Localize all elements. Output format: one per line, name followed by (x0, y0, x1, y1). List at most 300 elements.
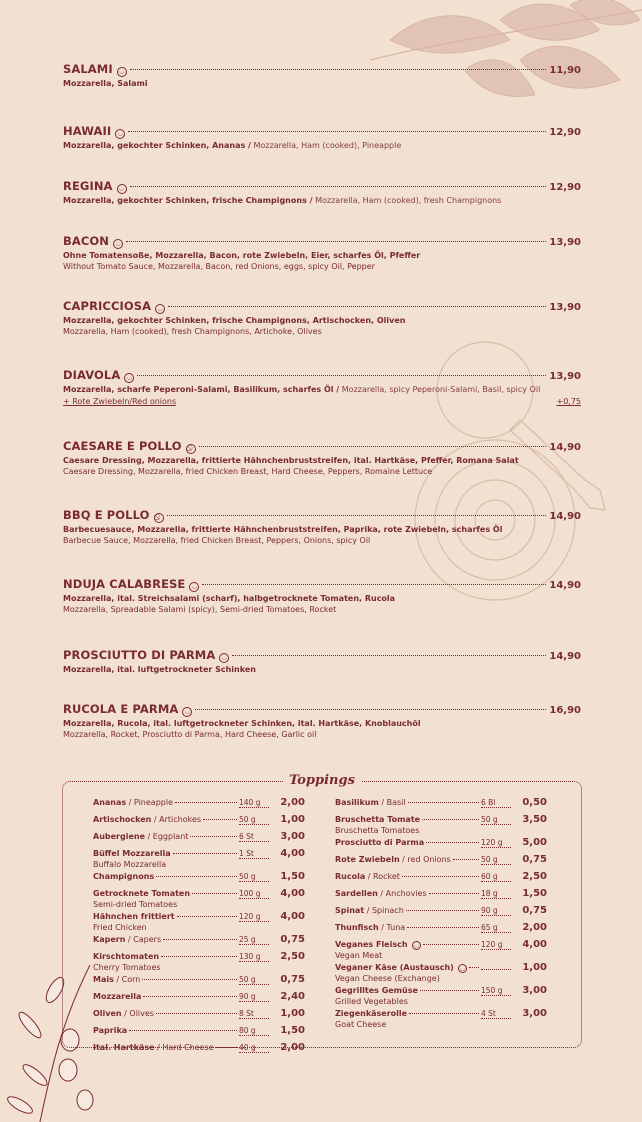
menu-item-description (63, 524, 581, 535)
topping-price: 0,75 (522, 905, 547, 916)
topping-row (93, 797, 305, 809)
topping-name-german: Oliven (93, 1009, 122, 1018)
topping-row (335, 837, 547, 849)
topping-name (93, 992, 141, 1001)
topping-price: 4,00 (522, 939, 547, 950)
topping-price: 1,00 (280, 1008, 305, 1019)
smile-icon: ◡ (115, 129, 125, 139)
topping-quantity: 25 g (239, 935, 269, 945)
topping-price: 2,00 (280, 797, 305, 808)
description-german: Mozzarella, scharfe Peperoni-Salami, Basilikum, scharfes Öl / (63, 385, 340, 394)
menu-item-name: BBQ E POLLO (63, 508, 150, 522)
topping-line (335, 854, 547, 866)
topping-name-german: Veganer Käse (Austausch) (335, 963, 454, 972)
topping-quantity: 140 g (239, 798, 269, 808)
menu-item-name: NDUJA CALABRESE (63, 577, 186, 591)
topping-name (93, 872, 154, 881)
description-german: Mozzarella, Salami (63, 79, 148, 88)
description-english: Barbecue Sauce, Mozzarella, fried Chicken Breast, Peppers, Onions, spicy Oil (63, 536, 371, 545)
topping-name-german: Getrocknete Tomaten (93, 889, 191, 898)
topping-translation: Grilled Vegetables (335, 997, 408, 1006)
menu-item-header (63, 179, 581, 195)
topping-price: 4,00 (280, 911, 305, 922)
topping-name-english: red Onions (407, 855, 451, 864)
extra-option-price: +0,75 (556, 397, 581, 406)
description-german: Barbecuesauce, Mozzarella, frittierte Hähnchenbruststreifen, Paprika, rote Zwiebeln, scharfes Öl (63, 525, 503, 534)
dotted-leader (429, 893, 479, 894)
description-german: Mozzarella, gekochter Schinken, frische Champignons / (63, 196, 313, 205)
topping-quantity: 130 g (239, 952, 269, 962)
description-german: Mozzarella, gekochter Schinken, Ananas / (63, 141, 251, 150)
topping-name: Thunfisch / Tuna (335, 923, 406, 932)
topping-line (93, 911, 305, 923)
topping-quantity: 6 Bl (481, 798, 511, 808)
topping-row (93, 974, 305, 986)
topping-name: Oliven / Olives (93, 1009, 154, 1018)
topping-name: Sardellen / Anchovies (335, 889, 427, 898)
dotted-leader (402, 876, 479, 877)
topping-row (93, 1008, 305, 1020)
dotted-leader (202, 584, 546, 585)
menu-item-price: 13,90 (549, 371, 581, 382)
dotted-leader (469, 967, 479, 968)
menu-item-price: 14,90 (549, 442, 581, 453)
topping-translation: Vegan Meat (335, 951, 383, 960)
topping-name-german: Mozzarella (93, 992, 142, 1001)
description-english: Caesare Dressing, Mozzarella, fried Chicken Breast, Hard Cheese, Peppers, Romaine Lettuce (63, 467, 433, 476)
topping-name: Spinat / Spinach (335, 906, 404, 915)
topping-name-german: Büffel Mozzarella (93, 849, 171, 858)
description-english: Mozzarella, Rocket, Prosciutto di Parma, Hard Cheese, Garlic oil (63, 730, 317, 739)
menu-item (63, 179, 581, 206)
toppings-section (62, 773, 582, 1053)
topping-line (335, 985, 547, 997)
menu-item-description (63, 250, 581, 261)
topping-price: 3,00 (522, 985, 547, 996)
description-german: Ohne Tomatensoße, Mozzarella, Bacon, rote Zwiebeln, Eier, scharfes Öl, Pfeffer (63, 251, 421, 260)
topping-name-german: Rote Zwiebeln (335, 855, 400, 864)
topping-quantity: 100 g (239, 889, 269, 899)
topping-name (335, 815, 420, 824)
menu-item (63, 299, 581, 337)
topping-name-english: Tuna (386, 923, 406, 932)
topping-quantity: 8 St (239, 1009, 269, 1019)
menu-item-description (63, 384, 581, 395)
toppings-left-column (93, 797, 305, 1059)
dotted-leader (137, 375, 546, 376)
topping-line (93, 831, 305, 843)
topping-name-english: Basil (386, 798, 406, 807)
menu-item-description (63, 455, 581, 466)
menu-item-header (63, 124, 581, 140)
dotted-leader (167, 515, 547, 516)
topping-name (93, 889, 190, 898)
topping-name (335, 1009, 407, 1018)
extra-option (63, 397, 581, 406)
topping-line (335, 797, 547, 809)
topping-price: 2,00 (522, 922, 547, 933)
topping-quantity (481, 969, 511, 970)
topping-quantity: 90 g (481, 906, 511, 916)
topping-row (335, 985, 547, 1006)
menu-item (63, 577, 581, 615)
description-english: Mozzarella, Ham (cooked), Pineapple (253, 141, 402, 150)
menu-item-price: 14,90 (549, 511, 581, 522)
topping-name-german: Prosciutto di Parma (335, 838, 425, 847)
menu-item-name: SALAMI (63, 62, 113, 76)
topping-name-german: Bruschetta Tomate (335, 815, 421, 824)
topping-name (93, 849, 171, 858)
topping-row (93, 911, 305, 932)
no-pork-icon (154, 513, 164, 523)
menu-item-header (63, 439, 581, 455)
dotted-leader (426, 842, 479, 843)
topping-price: 4,00 (280, 888, 305, 899)
dotted-leader (406, 910, 479, 911)
menu-item-description (63, 593, 581, 604)
menu-item-name: BACON (63, 234, 110, 248)
topping-row (335, 922, 547, 934)
menu-item-header (63, 508, 581, 524)
topping-price: 3,50 (522, 814, 547, 825)
dotted-leader (199, 446, 547, 447)
topping-row (93, 871, 305, 883)
topping-quantity: 50 g (239, 975, 269, 985)
topping-line (93, 797, 305, 809)
topping-name-english: Capers (133, 935, 162, 944)
menu-item (63, 368, 581, 406)
topping-quantity: 18 g (481, 889, 511, 899)
topping-line (93, 871, 305, 883)
topping-name-german: Gegrilltes Gemüse (335, 986, 418, 995)
topping-name-german: Basilikum (335, 798, 379, 807)
description-english: Mozzarella, Ham (cooked), fresh Champignons, Artichoke, Olives (63, 327, 322, 336)
topping-translation: Vegan Cheese (Exchange) (335, 974, 440, 983)
topping-row (93, 951, 305, 972)
menu-item (63, 648, 581, 675)
topping-name-english: Pineapple (133, 798, 173, 807)
dotted-leader (175, 802, 237, 803)
topping-row (335, 888, 547, 900)
extra-option-label: + Rote Zwiebeln/Red onions (63, 397, 177, 406)
dotted-leader (130, 69, 547, 70)
menu-item-name: HAWAII (63, 124, 112, 138)
menu-item-description (63, 718, 581, 729)
menu-item-price: 12,90 (549, 127, 581, 138)
menu-item (63, 62, 581, 89)
dotted-leader (216, 1047, 237, 1048)
topping-name-english: Artichokes (159, 815, 202, 824)
smile-icon: ◡ (413, 942, 419, 949)
smile-icon: ◡ (113, 239, 123, 249)
topping-quantity: 90 g (239, 992, 269, 1002)
topping-row (93, 934, 305, 946)
dotted-leader (190, 836, 237, 837)
topping-line (93, 1042, 305, 1054)
topping-line (335, 888, 547, 900)
topping-name-german: Mais (93, 975, 114, 984)
menu-item-header (63, 62, 581, 78)
topping-name: Kapern / Capers (93, 935, 162, 944)
menu-item (63, 234, 581, 272)
topping-translation: Semi-dried Tomatoes (93, 900, 178, 909)
topping-name (335, 963, 467, 973)
menu-item-description (63, 140, 581, 151)
smile-icon: ◡ (155, 304, 165, 314)
topping-name (335, 838, 424, 847)
smile-icon: ◡ (459, 965, 465, 972)
topping-name-german: Kapern (93, 935, 126, 944)
topping-line (93, 974, 305, 986)
toppings-title: Toppings (283, 773, 361, 788)
topping-row (335, 797, 547, 809)
topping-translation: Bruschetta Tomatoes (335, 826, 420, 835)
topping-line (93, 1025, 305, 1037)
menu-item-header (63, 234, 581, 250)
topping-quantity: 50 g (239, 872, 269, 882)
topping-line (335, 962, 547, 974)
topping-name: Basilikum / Basil (335, 798, 406, 807)
smile-icon: ◡ (219, 653, 229, 663)
topping-line (335, 939, 547, 951)
topping-price: 1,50 (280, 1025, 305, 1036)
topping-name: Rote Zwiebeln / red Onions (335, 855, 451, 864)
topping-line (335, 871, 547, 883)
description-german: Mozzarella, Rucola, ital. luftgetrockneter Schinken, ital. Hartkäse, Knoblauchöl (63, 719, 421, 728)
dotted-leader (143, 996, 237, 997)
menu-item-name: DIAVOLA (63, 368, 121, 382)
topping-quantity: 120 g (481, 940, 511, 950)
smile-icon: ◡ (182, 707, 192, 717)
dotted-leader (168, 306, 546, 307)
topping-name-english: Corn (121, 975, 141, 984)
topping-price: 0,75 (522, 854, 547, 865)
dotted-leader (163, 939, 237, 940)
topping-line (93, 848, 305, 860)
dotted-leader (177, 916, 237, 917)
topping-row (335, 854, 547, 866)
topping-line (93, 934, 305, 946)
menu-item (63, 508, 581, 546)
menu-item-description (63, 78, 581, 89)
topping-name (93, 912, 175, 921)
topping-row (93, 1025, 305, 1037)
topping-name-english: Anchovies (385, 889, 427, 898)
topping-quantity: 1 St (239, 849, 269, 859)
dotted-leader (129, 1030, 237, 1031)
topping-line (93, 888, 305, 900)
dotted-leader (423, 944, 479, 945)
topping-name-german: Champignons (93, 872, 155, 881)
menu-item-price: 16,90 (549, 705, 581, 716)
description-german: Mozzarella, ital. Streichsalami (scharf), halbgetrocknete Tomaten, Rucola (63, 594, 396, 603)
topping-name-german: Thunfisch (335, 923, 379, 932)
topping-translation: Goat Cheese (335, 1020, 387, 1029)
description-english: Mozzarella, spicy Peperoni-Salami, Basil, spicy Oil (341, 385, 541, 394)
menu-item (63, 439, 581, 477)
topping-quantity: 65 g (481, 923, 511, 933)
topping-price: 4,00 (280, 848, 305, 859)
topping-name-german: Artischocken (93, 815, 152, 824)
menu-item-name: CAESARE E POLLO (63, 439, 182, 453)
topping-quantity: 50 g (239, 815, 269, 825)
menu-item-header (63, 368, 581, 384)
menu-item (63, 702, 581, 740)
topping-line (335, 905, 547, 917)
topping-line (335, 1008, 547, 1020)
topping-price: 1,50 (522, 888, 547, 899)
topping-name-german: Ital. Hartkäse (93, 1043, 155, 1052)
topping-name: Artischocken / Artichokes (93, 815, 202, 824)
topping-row (93, 831, 305, 843)
topping-row (93, 888, 305, 909)
topping-quantity: 120 g (481, 838, 511, 848)
dotted-leader (161, 956, 237, 957)
topping-price: 3,00 (522, 1008, 547, 1019)
no-pork-icon (186, 444, 196, 454)
dotted-leader (232, 655, 546, 656)
dotted-leader (407, 927, 479, 928)
dotted-leader (422, 819, 479, 820)
topping-name-german: Veganes Fleisch (335, 940, 408, 949)
topping-translation: Buffalo Mozzarella (93, 860, 167, 869)
topping-row (335, 871, 547, 883)
topping-name-german: Sardellen (335, 889, 378, 898)
menu-item-price: 11,90 (549, 65, 581, 76)
description-english: Without Tomato Sauce, Mozzarella, Bacon, red Onions, eggs, spicy Oil, Pepper (63, 262, 375, 271)
topping-name-german: Ziegenkäserolle (335, 1009, 408, 1018)
topping-name-german: Paprika (93, 1026, 128, 1035)
topping-translation: Cherry Tomatoes (93, 963, 161, 972)
dotted-leader (126, 241, 546, 242)
topping-row (93, 814, 305, 826)
menu-item-header (63, 702, 581, 718)
topping-quantity: 50 g (481, 855, 511, 865)
dotted-leader (409, 1013, 479, 1014)
topping-quantity: 50 g (481, 815, 511, 825)
topping-quantity: 80 g (239, 1026, 269, 1036)
topping-quantity: 4 St (481, 1009, 511, 1019)
topping-name-german: Hähnchen frittiert (93, 912, 175, 921)
topping-name-english: Spinach (371, 906, 404, 915)
topping-name-english: Rocket (373, 872, 400, 881)
dotted-leader (156, 876, 237, 877)
topping-name-german: Spinat (335, 906, 365, 915)
topping-quantity: 40 g (239, 1043, 269, 1053)
topping-translation: Fried Chicken (93, 923, 147, 932)
topping-row (93, 991, 305, 1003)
topping-quantity: 60 g (481, 872, 511, 882)
topping-line (335, 814, 547, 826)
menu-item-price: 12,90 (549, 182, 581, 193)
smile-icon: ◡ (117, 184, 127, 194)
topping-price: 2,50 (522, 871, 547, 882)
dotted-leader (420, 990, 479, 991)
dotted-leader (173, 853, 237, 854)
description-english: Mozzarella, Spreadable Salami (spicy), Semi-dried Tomatoes, Rocket (63, 605, 337, 614)
menu-item-description (63, 315, 581, 326)
topping-price: 0,75 (280, 974, 305, 985)
dotted-leader (192, 893, 237, 894)
dotted-leader (453, 859, 479, 860)
topping-name-english: Hard Cheese (162, 1043, 214, 1052)
topping-price: 0,75 (280, 934, 305, 945)
menu-item-price: 13,90 (549, 302, 581, 313)
topping-name-english: Eggplant (152, 832, 189, 841)
topping-price: 5,00 (522, 837, 547, 848)
menu-item (63, 124, 581, 151)
topping-line (93, 991, 305, 1003)
topping-line (335, 837, 547, 849)
topping-price: 2,50 (280, 951, 305, 962)
menu-item-name: RUCOLA E PARMA (63, 702, 179, 716)
topping-name-german: Ananas (93, 798, 127, 807)
topping-price: 1,00 (522, 962, 547, 973)
menu-item-name: CAPRICCIOSA (63, 299, 152, 313)
topping-name (93, 952, 159, 961)
toppings-right-column (335, 797, 547, 1031)
topping-line (93, 1008, 305, 1020)
topping-row (335, 814, 547, 835)
topping-line (93, 814, 305, 826)
topping-name (335, 940, 421, 950)
topping-quantity: 150 g (481, 986, 511, 996)
topping-name-german: Aubergiene (93, 832, 145, 841)
topping-name-german: Rucola (335, 872, 366, 881)
topping-price: 2,40 (280, 991, 305, 1002)
topping-row (335, 939, 547, 960)
description-english: Mozzarella, Ham (cooked), fresh Champignons (315, 196, 502, 205)
topping-price: 1,00 (280, 814, 305, 825)
topping-row (93, 848, 305, 869)
smile-icon: ◡ (189, 582, 199, 592)
topping-name: Ananas / Pineapple (93, 798, 173, 807)
topping-quantity: 6 St (239, 832, 269, 842)
topping-name: Mais / Corn (93, 975, 141, 984)
description-german: Caesare Dressing, Mozzarella, frittierte Hähnchenbruststreifen, ital. Hartkäse, Pfeffer, Romana Salat (63, 456, 519, 465)
topping-row (335, 1008, 547, 1029)
topping-line (335, 922, 547, 934)
topping-row (335, 905, 547, 917)
dotted-leader (128, 131, 546, 132)
topping-name: Rucola / Rocket (335, 872, 400, 881)
topping-price: 1,50 (280, 871, 305, 882)
menu-item-header (63, 299, 581, 315)
topping-name (93, 1026, 127, 1035)
menu-item-name: REGINA (63, 179, 113, 193)
topping-name: Aubergiene / Eggplant (93, 832, 189, 841)
menu-item-description (63, 195, 581, 206)
topping-row (93, 1042, 305, 1054)
topping-name-english: Olives (129, 1009, 154, 1018)
topping-name-german: Kirschtomaten (93, 952, 160, 961)
menu-item-header (63, 648, 581, 664)
dotted-leader (195, 709, 546, 710)
topping-line (93, 951, 305, 963)
topping-quantity: 120 g (239, 912, 269, 922)
menu-item-price: 14,90 (549, 651, 581, 662)
description-german: Mozzarella, ital. luftgetrockneter Schinken (63, 665, 256, 674)
dotted-leader (142, 979, 237, 980)
topping-name (335, 986, 418, 995)
dotted-leader (156, 1013, 237, 1014)
topping-name: Ital. Hartkäse / Hard Cheese (93, 1043, 214, 1052)
menu-item-header (63, 577, 581, 593)
smile-icon: ◡ (124, 373, 134, 383)
description-german: Mozzarella, gekochter Schinken, frische Champignons, Artischocken, Oliven (63, 316, 406, 325)
smile-icon: ◡ (117, 67, 127, 77)
dotted-leader (203, 819, 237, 820)
